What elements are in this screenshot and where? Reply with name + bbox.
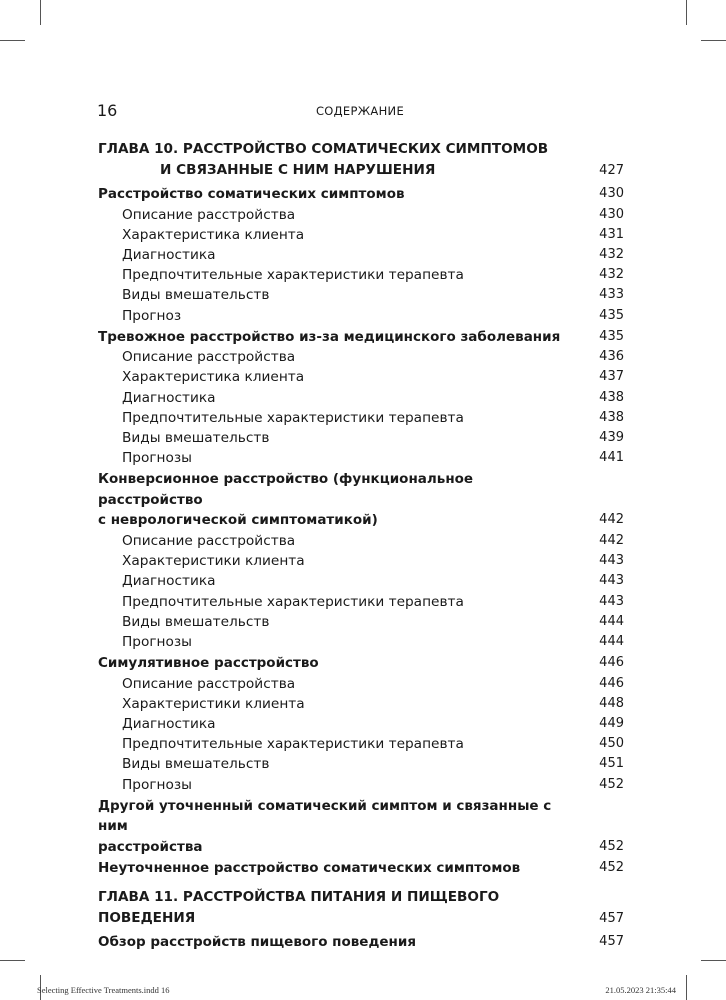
page-number: 16 [97, 101, 118, 120]
toc-entry-title [122, 205, 568, 225]
toc-sub-entry [98, 714, 624, 734]
toc-entry-page: 435 [599, 307, 624, 323]
crop-mark [686, 0, 687, 25]
toc-entry-page: 430 [599, 206, 624, 222]
toc-entry-line: с неврологической симптоматикой) [98, 512, 378, 529]
toc-sub-entry [98, 551, 624, 571]
toc-entry-title [122, 225, 568, 245]
toc-entry-title [98, 139, 598, 181]
toc-sub-entry [98, 694, 624, 714]
toc-entry-title [98, 796, 568, 858]
toc-entry-line: Прогноз [122, 307, 182, 324]
toc-entry-page: 443 [599, 553, 624, 569]
toc-entry-page: 427 [599, 163, 624, 178]
toc-entry-page: 457 [599, 910, 624, 926]
crop-mark [701, 960, 726, 961]
crop-mark [0, 960, 25, 961]
toc-entry-line: Виды вмешательств [122, 430, 270, 447]
toc-entry-title [122, 388, 568, 408]
toc-sub-entry [98, 571, 624, 591]
toc-entry-page: 446 [599, 675, 624, 691]
toc-entry-page: 444 [599, 633, 624, 649]
slug-filename: Selecting Effective Treatments.indd 16 [37, 985, 170, 995]
toc-entry-line: Описание расстройства [122, 675, 296, 692]
toc-entry-page: 439 [599, 430, 624, 446]
toc-entry-title [122, 694, 568, 714]
toc-entry-page: 430 [599, 186, 624, 201]
toc-entry-title [122, 448, 568, 468]
toc-entry-line: Прогнозы [122, 776, 192, 793]
table-of-contents [98, 137, 624, 952]
toc-entry-page: 449 [599, 716, 624, 732]
toc-sub-entry [98, 367, 624, 387]
toc-section-entry [98, 858, 624, 879]
toc-chapter-entry [98, 139, 624, 181]
toc-entry-title [98, 184, 568, 205]
toc-entry-page: 437 [599, 369, 624, 385]
toc-entry-page: 452 [599, 776, 624, 792]
toc-sub-entry [98, 285, 624, 305]
toc-section-entry [98, 932, 624, 953]
toc-entry-title [98, 327, 568, 348]
toc-entry-page: 446 [599, 655, 624, 671]
toc-entry-title [122, 612, 568, 632]
toc-entry-line: Тревожное расстройство из-за медицинского заболевания [98, 328, 561, 345]
toc-sub-entry [98, 306, 624, 326]
toc-entry-title [122, 754, 568, 774]
toc-entry-title [122, 265, 568, 285]
toc-entry-line: Характеристика клиента [122, 369, 305, 386]
toc-entry-line: Предпочтительные характеристики терапевта [122, 267, 464, 284]
toc-entry-title [122, 245, 568, 265]
page-header [97, 101, 623, 123]
toc-entry-title [122, 551, 568, 571]
toc-entry-title [98, 469, 568, 531]
toc-entry-page: 432 [599, 246, 624, 262]
crop-mark [701, 40, 726, 41]
toc-entry-page: 436 [599, 349, 624, 365]
toc-entry-line: Предпочтительные характеристики терапевта [122, 409, 464, 426]
toc-entry-line: Описание расстройства [122, 349, 296, 366]
toc-entry-page: 451 [599, 756, 624, 772]
toc-sub-entry [98, 347, 624, 367]
toc-entry-line: И СВЯЗАННЫЕ С НИМ НАРУШЕНИЯ [160, 162, 436, 178]
toc-entry-title [98, 887, 598, 929]
toc-entry-line: Виды вмешательств [122, 756, 270, 773]
toc-sub-entry [98, 205, 624, 225]
toc-section-entry [98, 653, 624, 674]
toc-entry-title [122, 428, 568, 448]
toc-entry-line: Диагностика [122, 716, 216, 733]
toc-entry-title [122, 734, 568, 754]
toc-entry-line: Характеристики клиента [122, 553, 305, 570]
toc-entry-page: 438 [599, 409, 624, 425]
toc-entry-line: Характеристика клиента [122, 226, 305, 243]
toc-entry-title [122, 714, 568, 734]
toc-sub-entry [98, 674, 624, 694]
crop-mark [40, 0, 41, 25]
toc-section-entry [98, 184, 624, 205]
toc-sub-entry [98, 448, 624, 468]
toc-entry-line: Симулятивное расстройство [98, 655, 319, 672]
toc-entry-page: 443 [599, 593, 624, 609]
toc-entry-line: Предпочтительные характеристики терапевта [122, 736, 464, 753]
toc-entry-line: Диагностика [122, 573, 216, 590]
toc-entry-title [98, 858, 568, 879]
toc-entry-title [122, 367, 568, 387]
toc-sub-entry [98, 225, 624, 245]
toc-entry-title [122, 408, 568, 428]
toc-entry-page: 433 [599, 287, 624, 303]
toc-entry-page: 441 [599, 450, 624, 466]
toc-entry-title [122, 285, 568, 305]
slug-timestamp: 21.05.2023 21:35:44 [605, 985, 676, 995]
toc-entry-line: Описание расстройства [122, 206, 296, 223]
toc-entry-page: 435 [599, 328, 624, 344]
toc-entry-line: Виды вмешательств [122, 613, 270, 630]
toc-entry-line: Другой уточненный соматический симптом и связанные с ним [98, 797, 552, 835]
crop-mark [686, 975, 687, 1000]
toc-sub-entry [98, 632, 624, 652]
running-title: СОДЕРЖАНИЕ [315, 104, 405, 118]
toc-sub-entry [98, 245, 624, 265]
toc-entry-page: 444 [599, 613, 624, 629]
toc-entry-line: расстройства [98, 838, 203, 855]
toc-sub-entry [98, 754, 624, 774]
toc-entry-line: Виды вмешательств [122, 287, 270, 304]
toc-entry-line: Описание расстройства [122, 532, 296, 549]
toc-entry-line: Прогнозы [122, 450, 192, 467]
toc-entry-page: 432 [599, 267, 624, 283]
toc-entry-page: 431 [599, 226, 624, 242]
toc-entry-line: Прогнозы [122, 633, 192, 650]
toc-entry-page: 450 [599, 736, 624, 752]
crop-mark [0, 40, 25, 41]
toc-entry-title [122, 775, 568, 795]
toc-section-entry [98, 796, 624, 858]
toc-sub-entry [98, 775, 624, 795]
toc-entry-title [122, 632, 568, 652]
toc-sub-entry [98, 531, 624, 551]
toc-entry-title [98, 653, 568, 674]
toc-entry-line: Предпочтительные характеристики терапевта [122, 593, 464, 610]
toc-chapter-entry [98, 887, 624, 929]
toc-sub-entry [98, 734, 624, 754]
toc-sub-entry [98, 428, 624, 448]
toc-entry-page: 443 [599, 573, 624, 589]
toc-entry-page: 438 [599, 389, 624, 405]
toc-entry-line: ГЛАВА 10. РАССТРОЙСТВО СОМАТИЧЕСКИХ СИМПТОМОВ [98, 141, 549, 157]
toc-sub-entry [98, 388, 624, 408]
toc-entry-title [98, 932, 568, 953]
toc-entry-title [122, 571, 568, 591]
toc-entry-page: 452 [599, 838, 624, 854]
toc-entry-title [122, 347, 568, 367]
toc-sub-entry [98, 612, 624, 632]
toc-entry-page: 442 [599, 532, 624, 548]
toc-entry-page: 457 [599, 933, 624, 949]
toc-entry-line: Конверсионное расстройство (функциональное расстройство [98, 471, 474, 508]
toc-entry-page: 452 [599, 860, 624, 876]
toc-sub-entry [98, 265, 624, 285]
toc-entry-line: ГЛАВА 11. РАССТРОЙСТВА ПИТАНИЯ И ПИЩЕВОГО ПОВЕДЕНИЯ [98, 888, 500, 926]
toc-section-entry [98, 327, 624, 348]
toc-entry-line: Неуточненное расстройство соматических симптомов [98, 860, 521, 877]
toc-entry-line: Диагностика [122, 246, 216, 263]
toc-entry-page: 442 [599, 512, 624, 528]
toc-entry-title [122, 592, 568, 612]
toc-entry-line: Характеристики клиента [122, 695, 305, 712]
toc-entry-line: Диагностика [122, 389, 216, 406]
toc-entry-page: 448 [599, 695, 624, 711]
toc-sub-entry [98, 592, 624, 612]
toc-entry-line: Расстройство соматических симптомов [98, 186, 405, 202]
toc-section-entry [98, 469, 624, 531]
toc-entry-title [122, 674, 568, 694]
toc-entry-title [122, 531, 568, 551]
toc-entry-line: Обзор расстройств пищевого поведения [98, 933, 416, 950]
toc-sub-entry [98, 408, 624, 428]
toc-entry-title [122, 306, 568, 326]
